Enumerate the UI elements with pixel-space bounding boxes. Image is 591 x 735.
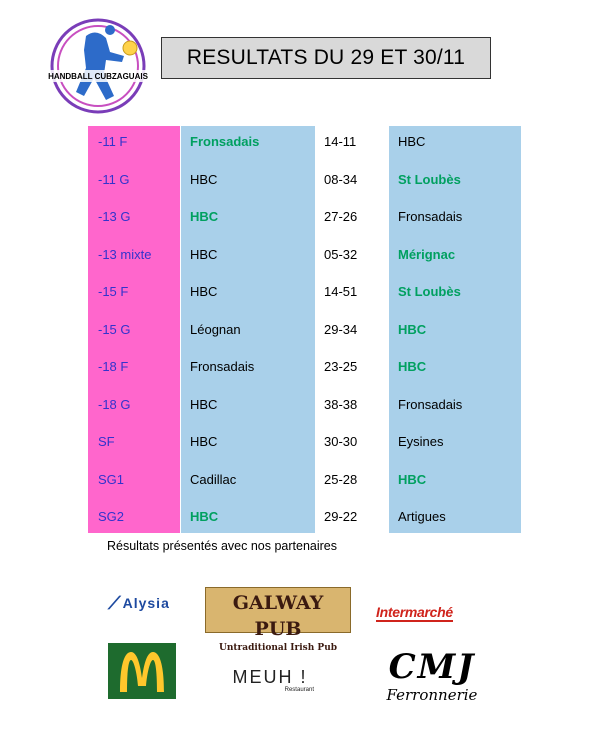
table-row [0,310,591,348]
category-cell: -13 mixte [98,246,152,262]
category-cell: -15 F [98,284,129,299]
cmj-logo-subtitle: Ferronnerie [386,686,478,704]
svg-text:HANDBALL CUBZAGUAIS: HANDBALL CUBZAGUAIS [48,72,148,81]
table-row [0,497,591,535]
cmj-logo-text: CMJ [388,647,476,687]
intermarche-logo: Intermarché [376,604,453,620]
away-team-cell: HBC [398,321,427,337]
page-title [161,37,491,79]
page-title-text: RESULTATS DU 29 ET 30/11 [186,46,466,69]
alysia-logo-text: Alysia [122,595,170,611]
away-team-cell: Fronsadais [398,396,463,412]
away-team-cell: HBC [398,359,427,374]
home-team-cell: HBC [190,434,218,449]
table-row [0,235,591,273]
meuh-logo-text: MEUH ! [232,667,308,687]
score-cell: 23-25 [324,359,358,374]
away-team-cell: Mérignac [398,246,456,262]
table-row [0,160,591,198]
home-team-cell: Fronsadais [190,359,255,374]
category-cell: SG1 [98,471,125,487]
score-cell: 29-34 [324,321,358,337]
table-row [0,460,591,498]
away-team-cell: Artigues [398,509,446,524]
table-row [0,385,591,423]
away-team-cell: St Loubès [398,171,461,187]
home-team-cell: HBC [190,209,219,224]
category-cell: -11 F [98,134,128,149]
away-team-cell: Eysines [398,434,444,449]
away-team-cell: HBC [398,134,426,149]
table-row [0,122,591,160]
score-cell: 30-30 [324,434,358,449]
home-team-cell: Fronsadais [190,134,260,149]
away-team-cell: St Loubès [398,284,461,299]
score-cell: 14-51 [324,284,358,299]
home-team-cell: HBC [190,509,219,524]
galway-pub-subtitle: Untraditional Irish Pub [218,643,338,653]
partners-caption: Résultats présentés avec nos partenaires [107,539,337,553]
galway-pub-title: GALWAY PUB [232,592,324,640]
meuh-restaurant-logo [218,667,322,697]
category-cell: -18 F [98,359,129,374]
category-cell: -13 G [98,209,131,224]
score-cell: 29-22 [324,509,358,524]
home-team-cell: HBC [190,284,218,299]
meuh-logo-subtitle: Restaurant [284,687,314,693]
table-row [0,422,591,460]
category-cell: SF [98,434,115,449]
home-team-cell: HBC [190,171,218,187]
score-cell: 38-38 [324,396,358,412]
galway-pub-logo [205,587,351,653]
score-cell: 27-26 [324,209,358,224]
category-cell: -15 G [98,321,131,337]
score-cell: 14-11 [324,134,357,149]
golden-arches-icon [116,650,168,692]
away-team-cell: Fronsadais [398,209,463,224]
category-cell: SG2 [98,509,125,524]
table-row [0,272,591,310]
home-team-cell: Cadillac [190,471,237,487]
mcdonalds-logo [108,643,176,699]
home-team-cell: HBC [190,246,218,262]
score-cell: 25-28 [324,471,358,487]
alysia-logo [108,590,180,616]
category-cell: -18 G [98,396,131,412]
cmj-ferronnerie-logo [382,648,482,712]
alysia-mark-icon: ⟋ [108,592,121,613]
table-row [0,197,591,235]
category-cell: -11 G [98,171,130,187]
away-team-cell: HBC [398,471,427,487]
table-row [0,347,591,385]
home-team-cell: Léognan [190,321,241,337]
home-team-cell: HBC [190,396,218,412]
club-logo [48,18,148,114]
score-cell: 08-34 [324,171,358,187]
results-table [0,122,591,535]
score-cell: 05-32 [324,246,358,262]
